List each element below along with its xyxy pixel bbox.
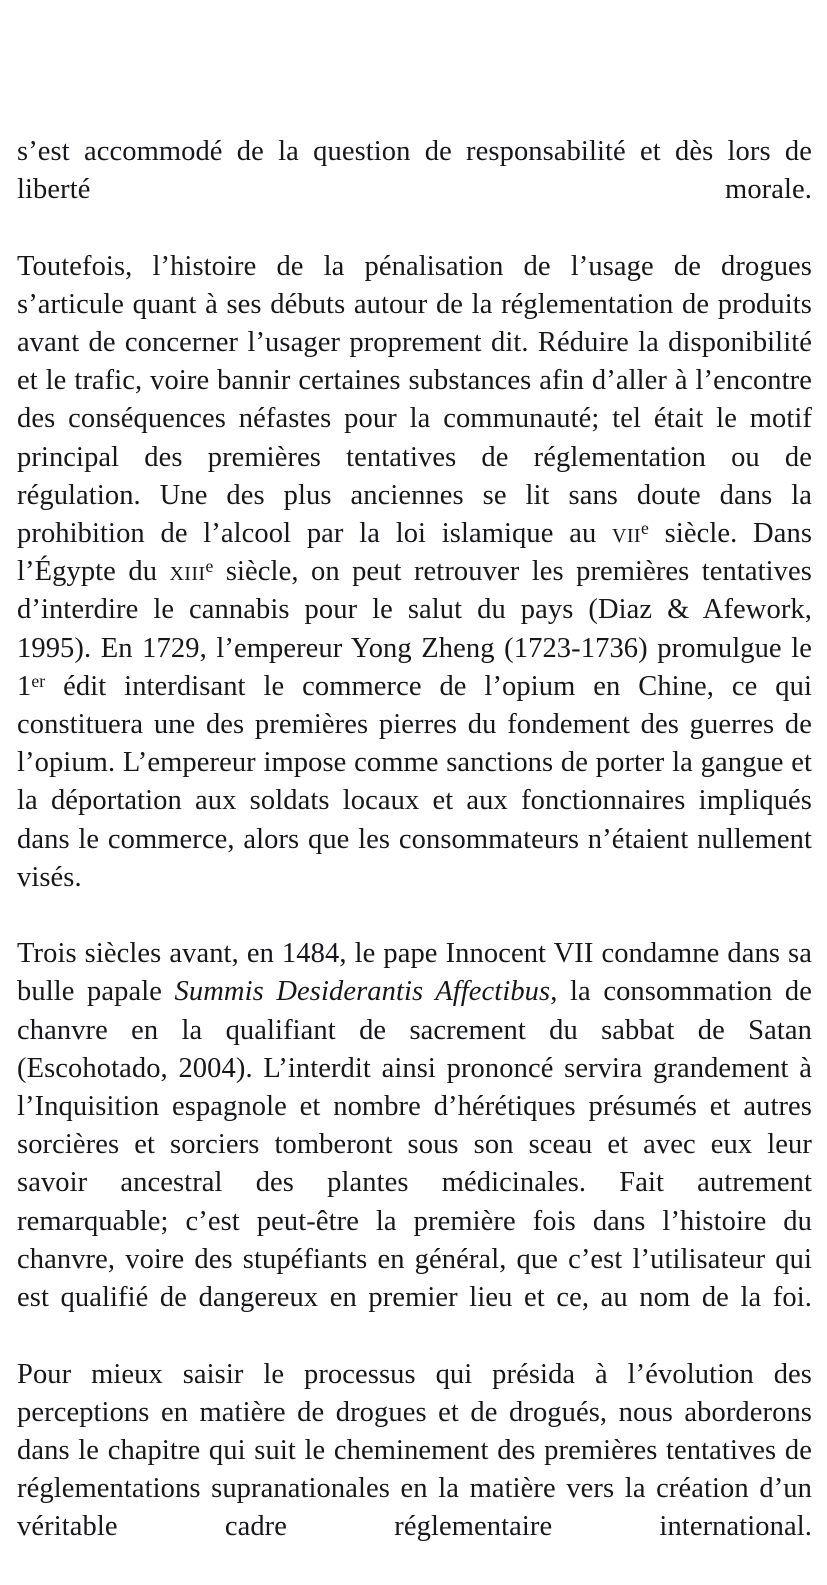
ordinal-superscript: e	[205, 556, 214, 577]
text-run: Pour mieux saisir le processus qui présida à l’évolution des perceptions en matière de drogues et de drogués, nous aborderons dans le chapitre qui suit le cheminement des premières tentatives de réglementations supranationales en la matière vers la création d’un véritable cadre réglementaire international.	[17, 1358, 812, 1543]
document-page	[17, 133, 812, 1585]
text-run: édit interdisant le commerce de l’opium en Chine, ce qui constituera une des premières pierres du fondement des guerres de l’opium. L’empereur impose comme sanctions de porter la gangue et la déportation aux soldats locaux et aux fonctionnaires impliqués dans le commerce, alors que les consommateurs n’étaient nullement visés.	[17, 670, 812, 893]
italic-title: Summis Desiderantis Affectibus	[174, 976, 551, 1008]
ordinal-superscript: e	[640, 517, 649, 538]
text-run: , la consommation de chanvre en la qualifiant de sacrement du sabbat de Satan (Escohotado, 2004). L’interdit ainsi prononcé servira grandement à l’Inquisition espagnole et nombre d’hérétiques présumés et autres sorcières et sorciers tomberont sous son sceau et avec eux leur savoir ancestral des plantes médicinales. Fait autrement remarquable; c’est peut-être la première fois dans l’histoire du chanvre, voire des stupéfiants en général, que c’est l’utilisateur qui est qualifié de dangereux en premier lieu et ce, au nom de la foi.	[17, 976, 812, 1314]
ordinal-superscript: er	[31, 670, 46, 691]
roman-numeral-smallcaps: xiii	[169, 556, 206, 588]
text-column	[17, 133, 812, 1585]
text-run: Toutefois, l’histoire de la pénalisation de l’usage de drogues s’articule quant à ses débuts autour de la réglementation de produits avant de concerner l’usager proprement dit. Réduire la disponibilité et le trafic, voire bannir certaines substances afin d’aller à l’encontre des conséquences néfastes pour la communauté; tel était le motif principal des premières tentatives de réglementation ou de régulation. Une des plus anciennes se lit sans doute dans la prohibition de l’alcool par la loi islamique au	[17, 250, 812, 550]
roman-numeral-smallcaps: vii	[612, 518, 641, 550]
paragraph	[17, 248, 812, 936]
text-run: s’est accommodé de la question de responsabilité et dès lors de liberté morale.	[17, 136, 812, 206]
text-run: Trois siècles avant, en 1484, le pape Innocent VII condamne dans sa bulle papale	[17, 938, 812, 1008]
paragraph	[17, 935, 812, 1355]
paragraph	[17, 1356, 812, 1585]
text-run: siècle. Dans l’Égypte du	[17, 518, 813, 588]
paragraph	[17, 133, 812, 248]
text-run: siècle, on peut retrouver les premières tentatives d’interdire le cannabis pour le salut du pays (Diaz & Afework, 1995). En 1729, l’empereur Yong Zheng (1723-1736) promulgue le 1	[17, 556, 812, 702]
